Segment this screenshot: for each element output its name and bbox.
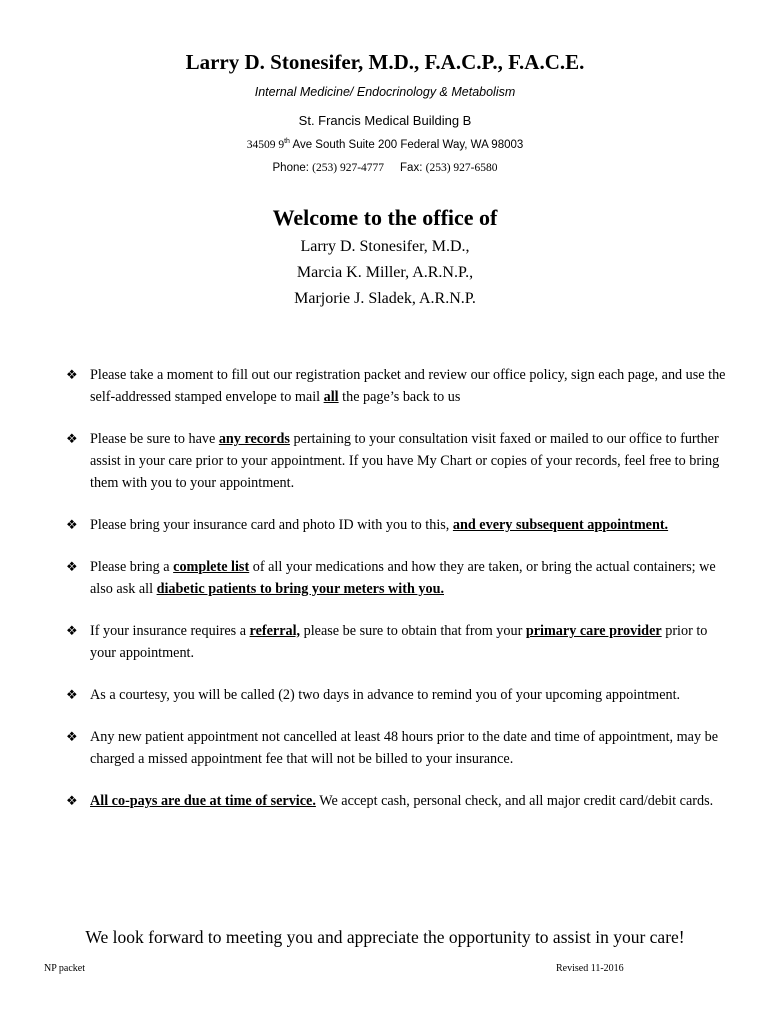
fax-label: Fax: <box>400 162 423 174</box>
fax-number: (253) 927-6580 <box>425 162 498 174</box>
diamond-bullet-icon: ❖ <box>66 367 78 382</box>
item-text: If your insurance requires a <box>90 623 250 639</box>
item-text: of all your medications and how they are taken, or bring the actual containers; we also ask all <box>90 559 716 597</box>
instruction-list <box>66 364 726 832</box>
item-text: the page’s back to us <box>338 389 461 405</box>
diamond-bullet-icon: ❖ <box>66 793 78 808</box>
item-text: prior to your appointment. <box>90 623 708 661</box>
diamond-bullet-icon: ❖ <box>66 559 78 574</box>
list-item <box>66 364 726 408</box>
address-rest: Ave South Suite 200 Federal Way, WA 98003 <box>289 138 524 151</box>
provider-name: Marcia K. Miller, A.R.N.P., <box>296 264 474 281</box>
item-text: Please bring your insurance card and photo ID with you to this, <box>90 517 453 533</box>
emphasis-text: any records <box>218 431 290 447</box>
doctor-title: Larry D. Stonesifer, M.D., F.A.C.P., F.A.C.E. <box>185 50 585 74</box>
item-text: Please be sure to have <box>90 431 219 447</box>
provider-name: Larry D. Stonesifer, M.D., <box>300 238 470 255</box>
diamond-bullet-icon: ❖ <box>66 729 78 744</box>
item-text: We accept cash, personal check, and all major credit card/debit cards. <box>315 793 714 809</box>
emphasis-text: referral, <box>249 623 301 639</box>
phone-number: (253) 927-4777 <box>312 162 385 174</box>
specialty-line: Internal Medicine/ Endocrinology & Metabolism <box>254 85 516 99</box>
address-line <box>0 138 770 151</box>
diamond-bullet-icon: ❖ <box>66 517 78 532</box>
diamond-bullet-icon: ❖ <box>66 431 78 446</box>
phone-label: Phone: <box>272 162 309 174</box>
footer-label: NP packet <box>44 963 86 974</box>
diamond-bullet-icon: ❖ <box>66 623 78 638</box>
emphasis-text: complete list <box>173 559 250 575</box>
emphasis-text: all <box>323 389 339 405</box>
welcome-heading: Welcome to the office of <box>272 205 498 230</box>
item-text: Any new patient appointment not cancelled at least 48 hours prior to the date and time of appointment, may be charged a missed appointment fee that will not be billed to your insurance. <box>90 729 719 767</box>
list-item <box>66 790 726 812</box>
list-item <box>66 556 726 600</box>
list-item <box>66 620 726 664</box>
address-ordinal: th <box>284 138 290 145</box>
list-item <box>66 428 726 494</box>
emphasis-text: and every subsequent appointment. <box>452 517 669 533</box>
emphasis-text: primary care provider <box>525 623 662 639</box>
building-name: St. Francis Medical Building B <box>298 113 472 128</box>
item-text: pertaining to your consultation visit faxed or mailed to our office to further assist in your care prior to your appointment. If you have My Chart or copies of your records, feel free to bring them with you to your appointment. <box>90 431 720 491</box>
revision-date: Revised 11-2016 <box>556 963 624 974</box>
address-number: 34509 9 <box>246 138 285 151</box>
contact-line <box>0 162 770 174</box>
list-item <box>66 684 726 706</box>
provider-name: Marjorie J. Sladek, A.R.N.P. <box>294 290 476 307</box>
item-text: As a courtesy, you will be called (2) two days in advance to remind you of your upcoming appointment. <box>90 687 681 703</box>
emphasis-text: diabetic patients to bring your meters with you. <box>156 581 445 597</box>
list-item <box>66 726 726 770</box>
closing-statement: We look forward to meeting you and appreciate the opportunity to assist in your care! <box>85 927 685 947</box>
item-text: Please take a moment to fill out our registration packet and review our office policy, sign each page, and use the self-addressed stamped envelope to mail <box>90 367 726 405</box>
list-item <box>66 514 726 536</box>
item-text: please be sure to obtain that from your <box>300 623 526 639</box>
emphasis-text: All co-pays are due at time of service. <box>90 793 316 809</box>
item-text: Please bring a <box>90 559 174 575</box>
diamond-bullet-icon: ❖ <box>66 687 78 702</box>
